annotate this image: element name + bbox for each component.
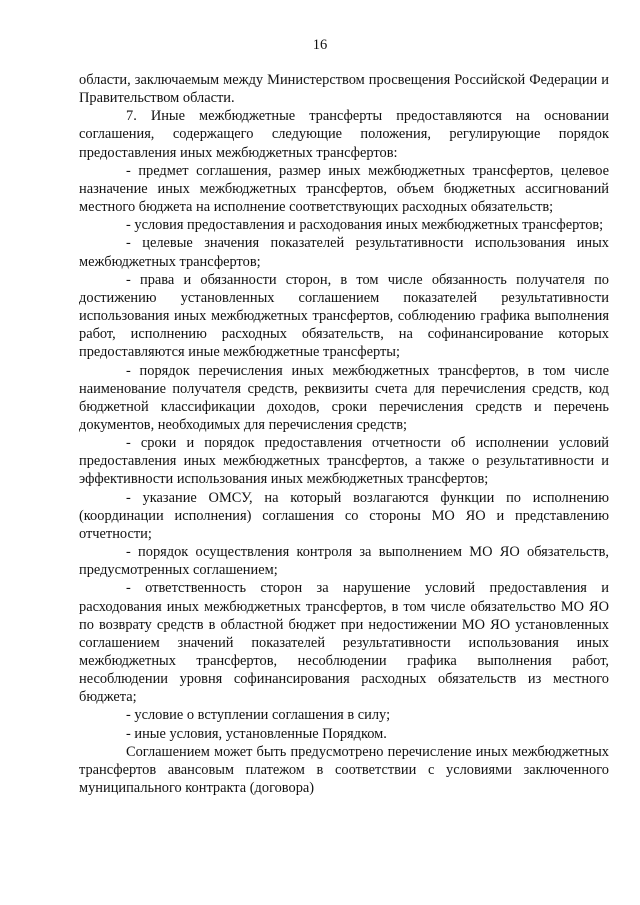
- paragraph: - условие о вступлении соглашения в силу;: [126, 707, 391, 724]
- paragraph: - условия предоставления и расходования иных межбюджетных трансфертов;: [126, 217, 604, 234]
- document-body: [79, 71, 609, 797]
- paragraph: области, заключаемым между Министерством просвещения Российской Федерации и Правительством области.: [79, 72, 609, 107]
- paragraph: - порядок перечисления иных межбюджетных трансфертов, в том числе наименование получателя средств, реквизиты счета для перечисления средств, код бюджетной классификации доходов, сроки перечисления средств и перечень документов, необходимых для перечисления средств;: [79, 362, 609, 433]
- paragraph: - иные условия, установленные Порядком.: [126, 725, 387, 742]
- paragraph: Соглашением может быть предусмотрено перечисление иных межбюджетных трансфертов авансовым платежом в соответствии с условиями заключенного муниципального контракта (договора): [79, 743, 609, 797]
- paragraph: - целевые значения показателей результативности использования иных межбюджетных трансфертов;: [79, 235, 609, 270]
- paragraph: - ответственность сторон за нарушение условий предоставления и расходования иных межбюджетных трансфертов, в том числе обязательство МО ЯО по возврату средств в областной бюджет при недостижении МО ЯО установленных соглашением значений показателей результативности использования иных межбюджетных трансфертов, несоблюдении графика выполнения работ, несоблюдении уровня софинансирования расходных обязательств из местного бюджета;: [79, 580, 609, 706]
- paragraph: - сроки и порядок предоставления отчетности об исполнении условий предоставления иных межбюджетных трансфертов, а также о результативности и эффективности использования иных межбюджетных трансфертов;: [79, 435, 609, 488]
- paragraph: - предмет соглашения, размер иных межбюджетных трансфертов, целевое назначение иных межбюджетных трансфертов, объем бюджетных ассигнований местного бюджета на исполнение соответствующих расходных обязательств;: [79, 162, 609, 216]
- paragraph: - права и обязанности сторон, в том числе обязанность получателя по достижению установленных соглашением показателей результативности использования иных межбюджетных трансфертов, соблюдению графика выполнения работ, исполнению расходных обязательств, на софинансирование которых предоставляются иные межбюджетные трансферты;: [79, 271, 609, 361]
- paragraph: 7. Иные межбюджетные трансферты предоставляются на основании соглашения, содержащего следующие положения, регулирующие порядок предоставления иных межбюджетных трансфертов:: [79, 108, 609, 161]
- paragraph: - указание ОМСУ, на который возлагаются функции по исполнению (координации исполнения) соглашения со стороны МО ЯО и представлению отчетности;: [79, 489, 609, 542]
- paragraph: - порядок осуществления контроля за выполнением МО ЯО обязательств, предусмотренных соглашением;: [79, 544, 609, 579]
- page-number: 16: [312, 37, 328, 53]
